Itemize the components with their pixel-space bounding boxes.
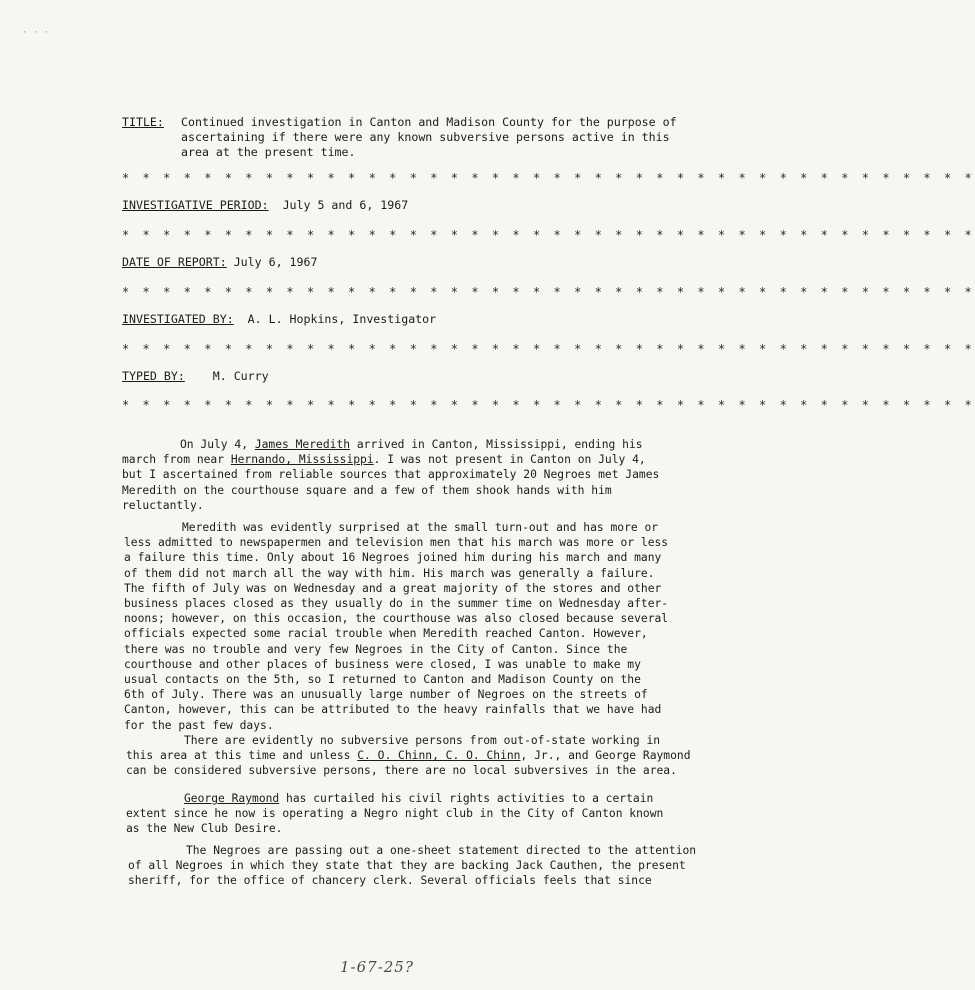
separator-2: * * * * * * * * * * * * * * * * * * * * * * * * * * * * * * * * * * * * * * * * * * <box>122 228 975 242</box>
paragraph-4: George Raymond has curtailed his civil rights activities to a certain extent since he now is operating a Negro night club in the City of Canton known as the New Club Desire. <box>126 792 664 836</box>
name-chinn: C. O. Chinn, C. O. Chinn <box>357 749 521 763</box>
scan-speck: · · · <box>22 28 50 38</box>
typed-by-value: M. Curry <box>212 369 269 383</box>
investigative-period-label: INVESTIGATIVE PERIOD: <box>122 198 269 212</box>
name-james-meredith: James Meredith <box>254 438 351 451</box>
date-of-report-value: July 6, 1967 <box>233 255 318 269</box>
paragraph-3: There are evidently no subversive persons from out-of-state working in this area at this time and unless C. O. Chinn, C. O. Chinn, Jr., and George Raymond can be considered subversive persons, there are no local subversives in the area. <box>126 734 691 778</box>
investigative-period-row <box>122 198 408 213</box>
typed-by-row <box>122 369 269 384</box>
separator-5: * * * * * * * * * * * * * * * * * * * * * * * * * * * * * * * * * * * * * * * * * * <box>122 398 975 412</box>
title-label: TITLE: <box>122 115 164 129</box>
name-george-raymond: George Raymond <box>184 792 280 805</box>
date-of-report-label: DATE OF REPORT: <box>122 255 227 269</box>
paragraph-1: On July 4, James Meredith arrived in Canton, Mississippi, ending his march from near Hernando, Mississippi. I was not present in Canton on July 4, but I ascertained from reliable sources that approximately 20 Negroes met James Meredith on the courthouse square and a few of them shook hands with him reluctantly. <box>122 438 660 512</box>
investigated-by-value: A. L. Hopkins, Investigator <box>247 312 437 326</box>
typed-by-label: TYPED BY: <box>122 369 185 383</box>
separator-1: * * * * * * * * * * * * * * * * * * * * * * * * * * * * * * * * * * * * * * * * * * <box>122 171 975 185</box>
investigated-by-label: INVESTIGATED BY: <box>122 312 234 326</box>
paragraph-5: The Negroes are passing out a one-sheet statement directed to the attention of all Negroes in which they state that they are backing Jack Cauthen, the present sheriff, for the office of chancery clerk. Several officials feels that since <box>128 844 697 888</box>
title-line-1: Continued investigation in Canton and Madison County for the purpose of <box>181 115 677 129</box>
separator-3: * * * * * * * * * * * * * * * * * * * * * * * * * * * * * * * * * * * * * * * * * * <box>122 285 975 299</box>
separator-4: * * * * * * * * * * * * * * * * * * * * * * * * * * * * * * * * * * * * * * * * * * <box>122 342 975 356</box>
title-text <box>181 115 721 160</box>
paragraph-2: Meredith was evidently surprised at the small turn-out and has more or less admitted to newspapermen and television men that his march was more or less a failure this time. Only about 16 Negroes joined him during his march and many of them did not march all the way with him. His march was generally a failure. The fifth of July was on Wednesday and a great majority of the stores and other business places closed as they usually do in the summer time on Wednesday after- noons; however, on this occasion, the courthouse was also closed because several officials expected some racial trouble when Meredith reached Canton. However, there was no trouble and very few Negroes in the City of Canton. Since the courthouse and other places of business were closed, I was unable to make my usual contacts on the 5th, so I returned to Canton and Madison County on the 6th of July. There was an unusually large number of Negroes on the streets of Canton, however, this can be attributed to the heavy rainfalls that we have had for the past few days. <box>124 521 669 732</box>
page-number: 1-67-25? <box>340 958 414 976</box>
title-line-3: area at the present time. <box>181 145 356 159</box>
investigative-period-value: July 5 and 6, 1967 <box>282 198 409 212</box>
title-line-2: ascertaining if there were any known subversive persons active in this <box>181 130 670 144</box>
date-of-report-row <box>122 255 317 270</box>
investigated-by-row <box>122 312 436 327</box>
place-hernando: Hernando, Mississippi <box>230 453 374 467</box>
